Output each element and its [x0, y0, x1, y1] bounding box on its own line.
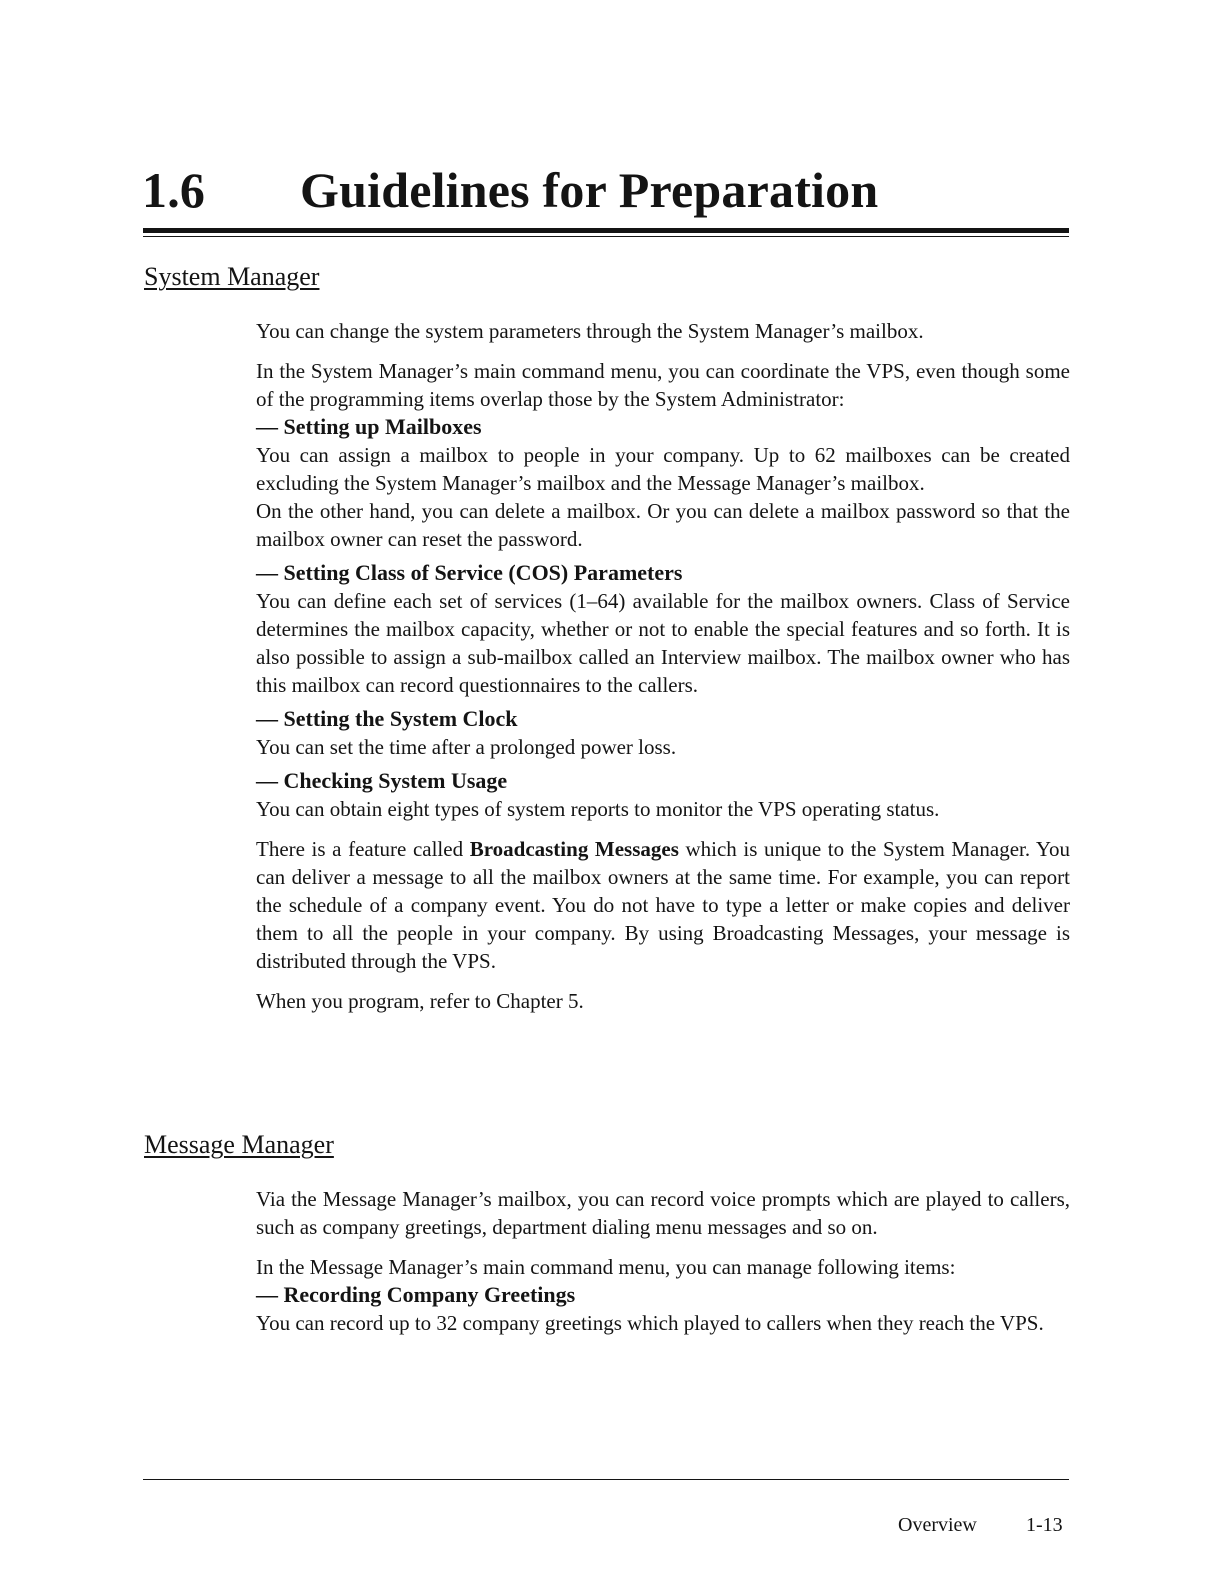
item-text-setting-up-mailboxes: You can assign a mailbox to people in your company. Up to 62 mailboxes can be created excluding the System Manager’s mailbox and the Message Manager’s mailbox.	[256, 443, 1070, 495]
item-title-setting-up-mailboxes: — Setting up Mailboxes	[256, 414, 482, 439]
item-text-delete-mailbox: On the other hand, you can delete a mailbox. Or you can delete a mailbox password so that the mailbox owner can reset the password.	[256, 499, 1070, 551]
footer-rule	[143, 1479, 1069, 1480]
chapter-heading	[142, 160, 1072, 220]
broadcasting-term: Broadcasting Messages	[469, 837, 679, 861]
footer-section-name: Overview	[898, 1514, 977, 1536]
item-title-cos-parameters: — Setting Class of Service (COS) Parameters	[256, 560, 683, 585]
item-title-system-usage: — Checking System Usage	[256, 768, 508, 793]
item-text-system-usage: You can obtain eight types of system reports to monitor the VPS operating status.	[256, 797, 940, 821]
chapter-title: Guidelines for Preparation	[300, 162, 879, 218]
system-manager-intro: You can change the system parameters through the System Manager’s mailbox.	[256, 319, 924, 343]
broadcasting-paragraph	[256, 835, 1070, 975]
message-manager-intro: Via the Message Manager’s mailbox, you can record voice prompts which are played to callers, such as company greetings, department dialing menu messages and so on.	[256, 1187, 1070, 1239]
system-manager-heading: System Manager	[144, 262, 320, 291]
item-text-system-clock: You can set the time after a prolonged power loss.	[256, 735, 677, 759]
system-manager-menu-intro: In the System Manager’s main command menu, you can coordinate the VPS, even though some of the programming items overlap those by the System Administrator:	[256, 359, 1070, 411]
refer-chapter: When you program, refer to Chapter 5.	[256, 989, 584, 1013]
message-manager-section	[256, 1185, 1070, 1337]
broadcasting-post: which is unique to the System Manager. You can deliver a message to all the mailbox owners at the same time. For example, you can report the schedule of a company event. You do not have to type a letter or make copies and deliver them to all the people in your company. By using Broadcasting Messages, your message is distributed through the VPS.	[256, 837, 1070, 973]
broadcasting-pre: There is a feature called	[256, 837, 470, 861]
heading-rule-thin	[143, 236, 1069, 237]
heading-rule-thick	[143, 228, 1069, 233]
item-text-cos-parameters: You can define each set of services (1–64) available for the mailbox owners. Class of Service determines the mailbox capacity, whether or not to enable the special features and so forth. It is also possible to assign a sub-mailbox called an Interview mailbox. The mailbox owner who has this mailbox can record questionnaires to the callers.	[256, 589, 1070, 697]
system-manager-section	[256, 317, 1070, 1015]
message-manager-heading: Message Manager	[144, 1130, 334, 1159]
item-title-company-greetings: — Recording Company Greetings	[256, 1282, 576, 1307]
message-manager-menu-intro: In the Message Manager’s main command menu, you can manage following items:	[256, 1255, 956, 1279]
item-text-company-greetings: You can record up to 32 company greetings which played to callers when they reach the VPS.	[256, 1311, 1044, 1335]
chapter-number: 1.6	[142, 162, 206, 218]
footer-page-number: 1-13	[1026, 1514, 1063, 1536]
item-title-system-clock: — Setting the System Clock	[256, 706, 518, 731]
